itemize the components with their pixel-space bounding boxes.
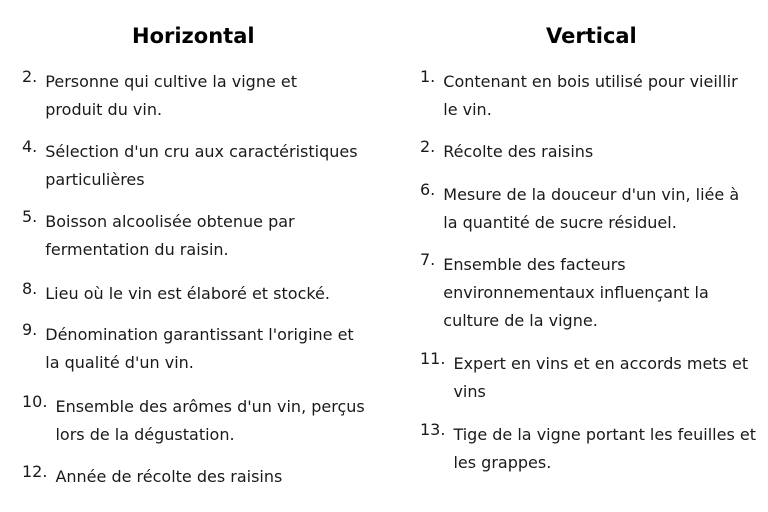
- clue-item: [22, 463, 382, 491]
- clue-text: Tige de la vigne portant les feuilles et les grappes.: [453, 425, 756, 472]
- clue-text: Année de récolte des raisins: [55, 467, 283, 486]
- clue-item: [22, 68, 322, 124]
- clue-item: [22, 138, 372, 194]
- clue-text: Expert en vins et en accords mets et vins: [453, 354, 749, 401]
- clue-number: 13.: [420, 420, 446, 439]
- clue-number: 11.: [420, 349, 446, 368]
- clue-number: 7.: [420, 250, 436, 269]
- clue-text: Personne qui cultive la vigne et produit du vin.: [45, 72, 298, 119]
- horizontal-heading: Horizontal: [132, 24, 255, 48]
- clue-number: 12.: [22, 462, 48, 481]
- clue-text: Sélection d'un cru aux caractéristiques particulières: [45, 142, 358, 189]
- clue-text: Mesure de la douceur d'un vin, liée à la quantité de sucre résiduel.: [443, 185, 740, 232]
- clue-text: Contenant en bois utilisé pour vieillir le vin.: [443, 72, 738, 119]
- clue-text: Lieu où le vin est élaboré et stocké.: [45, 284, 330, 303]
- clue-number: 5.: [22, 207, 38, 226]
- clue-item: [22, 208, 322, 264]
- clue-item: [22, 321, 354, 377]
- clue-item: [22, 393, 382, 449]
- clue-number: 2.: [420, 137, 436, 156]
- clue-item: [420, 350, 760, 406]
- clue-text: Ensemble des facteurs environnementaux influençant la culture de la vigne.: [443, 255, 709, 330]
- clue-item: [420, 68, 755, 124]
- clue-item: [22, 280, 372, 308]
- clue-number: 10.: [22, 392, 48, 411]
- clue-item: [420, 421, 766, 477]
- clue-text: Récolte des raisins: [443, 142, 594, 161]
- clue-item: [420, 251, 730, 335]
- clue-number: 4.: [22, 137, 38, 156]
- clue-number: 1.: [420, 67, 436, 86]
- vertical-heading: Vertical: [546, 24, 637, 48]
- clue-text: Ensemble des arômes d'un vin, perçus lors de la dégustation.: [55, 397, 365, 444]
- clue-text: Dénomination garantissant l'origine et la qualité d'un vin.: [45, 325, 354, 372]
- clue-text: Boisson alcoolisée obtenue par fermentation du raisin.: [45, 212, 295, 259]
- clue-item: [420, 181, 755, 237]
- clue-item: [420, 138, 755, 166]
- clue-number: 6.: [420, 180, 436, 199]
- clue-number: 2.: [22, 67, 38, 86]
- clue-number: 9.: [22, 320, 38, 339]
- clue-number: 8.: [22, 279, 38, 298]
